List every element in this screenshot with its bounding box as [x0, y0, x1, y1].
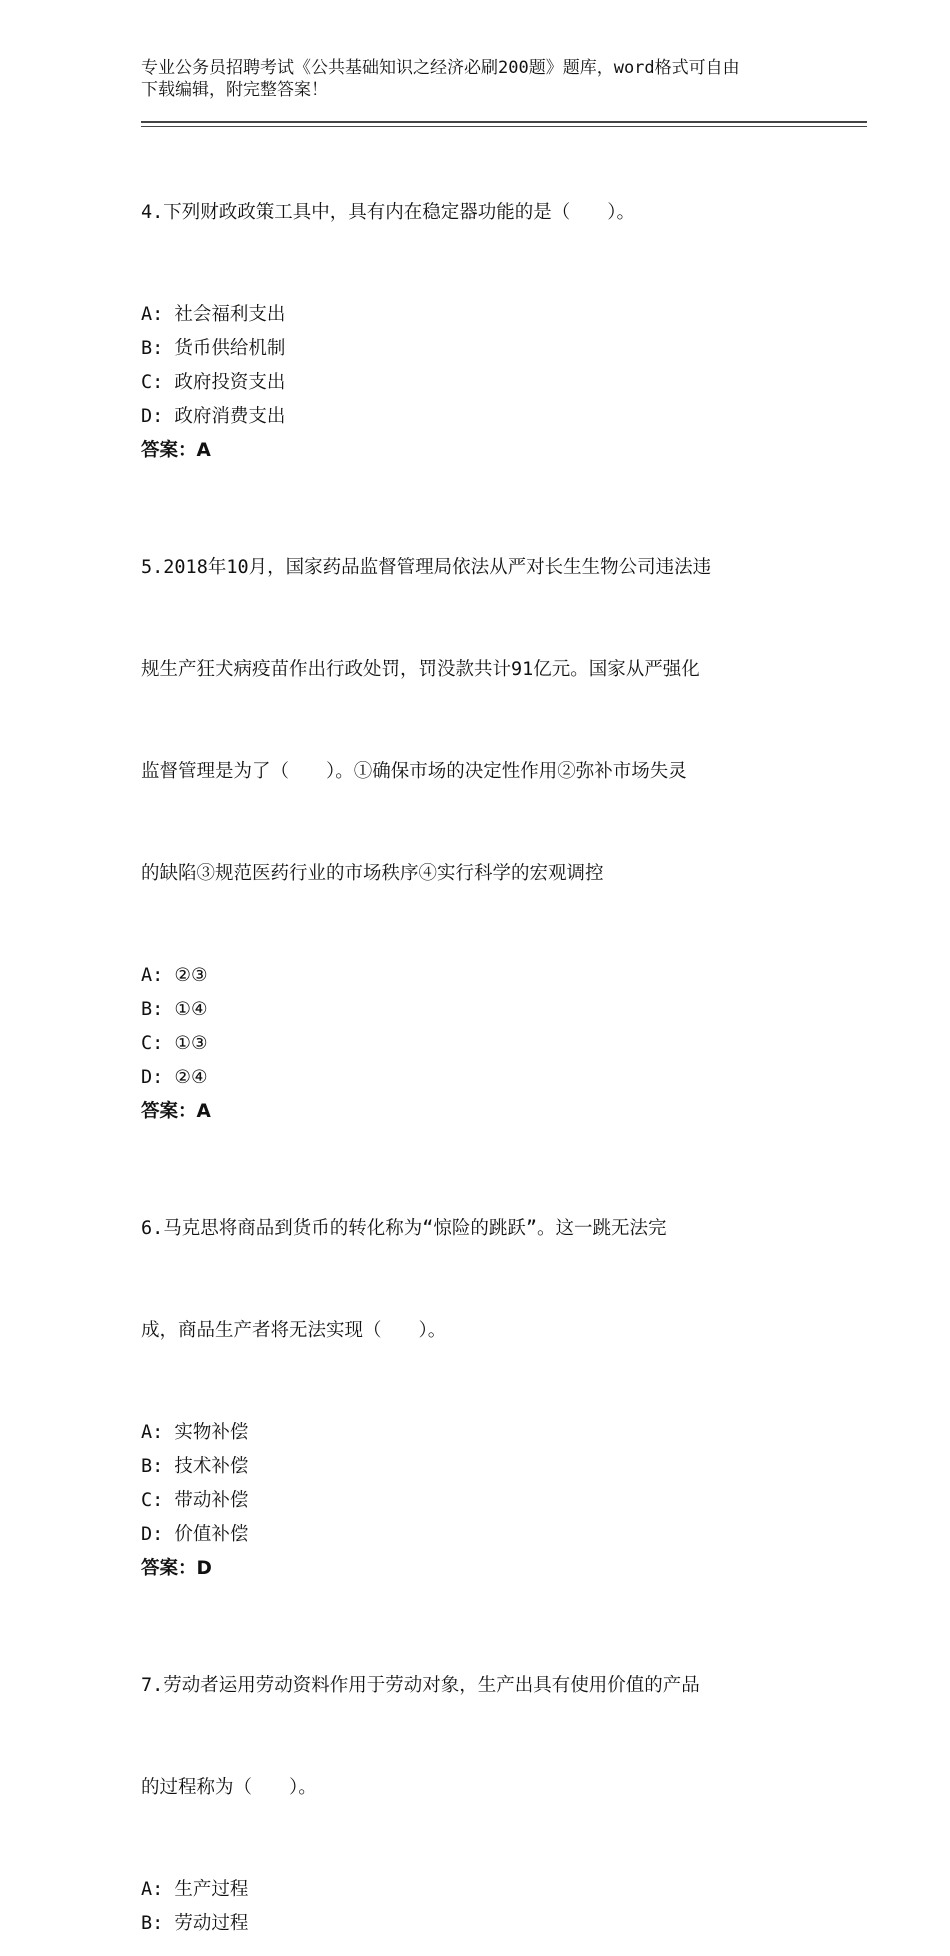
question-stem [141, 1601, 831, 1873]
question-7 [141, 1601, 831, 1941]
question-list [141, 128, 831, 1956]
question-5 [141, 483, 831, 1129]
stem-line: 规生产狂犬病疫苗作出行政处罚，罚没款共计91亿元。国家从严强化 [141, 659, 700, 680]
option-d: D: 价值补偿 [141, 1524, 249, 1545]
stem-line: 7.劳动者运用劳动资料作用于劳动对象，生产出具有使用价值的产品 [141, 1675, 700, 1696]
question-4 [141, 128, 831, 468]
stem-line: 6.马克思将商品到货币的转化称为“惊险的跳跃”。这一跳无法完 [141, 1218, 667, 1239]
option-d: D: 政府消费支出 [141, 406, 286, 427]
header-rule-thin [141, 126, 867, 127]
stem-line: 4.下列财政政策工具中，具有内在稳定器功能的是（ ）。 [141, 202, 636, 223]
header-rule-thick [141, 121, 867, 123]
option-d: D: ②④ [141, 1067, 208, 1088]
answer: 答案：A [141, 1101, 211, 1122]
answer: 答案：A [141, 440, 211, 461]
option-a: A: 实物补偿 [141, 1422, 249, 1443]
option-a: A: 社会福利支出 [141, 304, 286, 325]
document-header [141, 57, 831, 101]
option-b: B: 技术补偿 [141, 1456, 249, 1477]
option-b: B: 劳动过程 [141, 1913, 249, 1934]
question-stem [141, 483, 831, 959]
header-line-1: 专业公务员招聘考试《公共基础知识之经济必刷200题》题库，word格式可自由 [141, 58, 740, 78]
stem-line: 的过程称为（ ）。 [141, 1777, 317, 1798]
question-6 [141, 1144, 831, 1586]
question-stem [141, 1144, 831, 1416]
option-c: C: ①③ [141, 1033, 208, 1054]
option-b: B: ①④ [141, 999, 208, 1020]
header-line-2: 下载编辑，附完整答案！ [141, 80, 328, 100]
question-stem [141, 128, 831, 298]
stem-line: 监督管理是为了（ ）。①确保市场的决定性作用②弥补市场失灵 [141, 761, 687, 782]
stem-line: 的缺陷③规范医药行业的市场秩序④实行科学的宏观调控 [141, 863, 604, 884]
answer: 答案：D [141, 1558, 212, 1579]
stem-line: 成，商品生产者将无法实现（ ）。 [141, 1320, 447, 1341]
option-c: C: 政府投资支出 [141, 372, 286, 393]
option-b: B: 货币供给机制 [141, 338, 286, 359]
option-a: A: ②③ [141, 965, 208, 986]
option-a: A: 生产过程 [141, 1879, 249, 1900]
option-c: C: 带动补偿 [141, 1490, 249, 1511]
stem-line: 5.2018年10月，国家药品监督管理局依法从严对长生生物公司违法违 [141, 557, 712, 578]
